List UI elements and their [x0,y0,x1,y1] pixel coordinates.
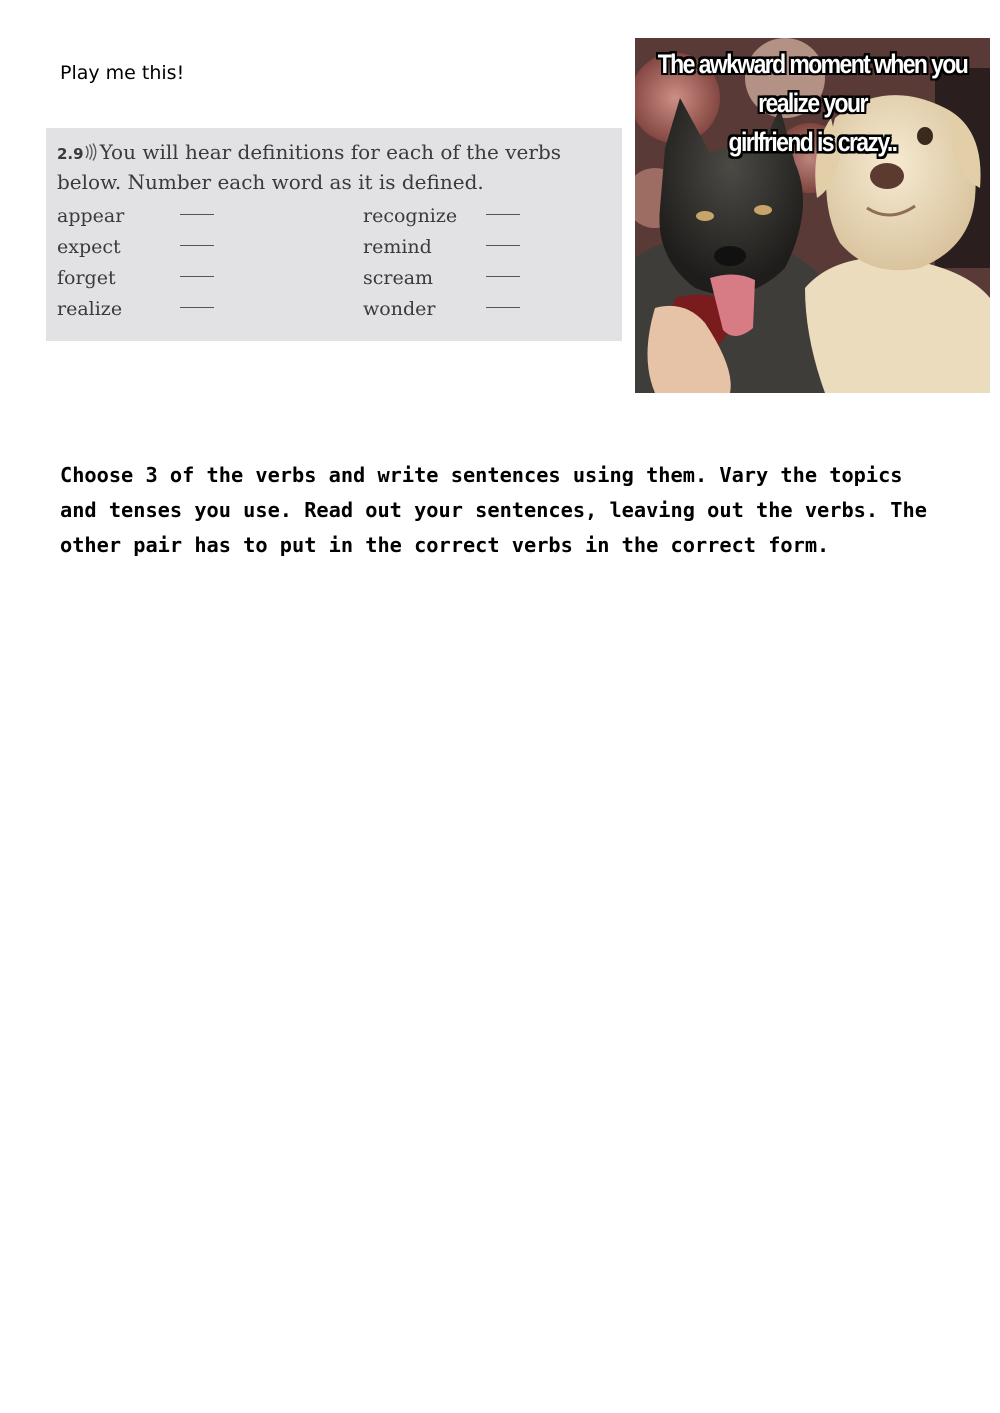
play-audio-link[interactable]: Play me this! [60,62,185,84]
word-label: remind [363,235,432,258]
word-item [363,200,520,231]
word-item [363,231,520,262]
exercise-number: 2.9 [57,145,84,163]
meme-image [635,38,990,393]
word-label: forget [57,266,116,289]
meme-caption-line: girlfriend is crazy.. [728,126,897,157]
word-item [57,231,214,262]
answer-blank[interactable] [180,231,214,246]
word-item [363,293,520,324]
answer-blank[interactable] [486,262,520,277]
word-label: wonder [363,297,436,320]
word-item [57,200,214,231]
answer-blank[interactable] [180,293,214,308]
task-instructions: Choose 3 of the verbs and write sentences using them. Vary the topics and tenses you use. Read out your sentences, leaving out the verbs. The other pair has to put in the correct verbs in the correct form. [60,463,927,557]
word-label: realize [57,297,123,320]
answer-blank[interactable] [486,231,520,246]
word-column-left [57,200,214,324]
word-label: recognize [363,204,458,227]
answer-blank[interactable] [486,293,520,308]
word-label: scream [363,266,434,289]
answer-blank[interactable] [180,200,214,215]
meme-caption-line: The awkward moment when you realize your [657,48,968,118]
exercise-instructions [57,138,617,196]
word-item [57,293,214,324]
word-label: appear [57,204,125,227]
word-column-right [363,200,520,324]
meme-caption [635,44,990,161]
word-label: expect [57,235,121,258]
word-item [363,262,520,293]
answer-blank[interactable] [180,262,214,277]
audio-waves-icon [84,143,98,161]
instruction-text: You will hear definitions for each of the verbs below. Number each word as it is defined. [57,140,562,194]
answer-blank[interactable] [486,200,520,215]
word-item [57,262,214,293]
exercise-box [46,128,622,341]
